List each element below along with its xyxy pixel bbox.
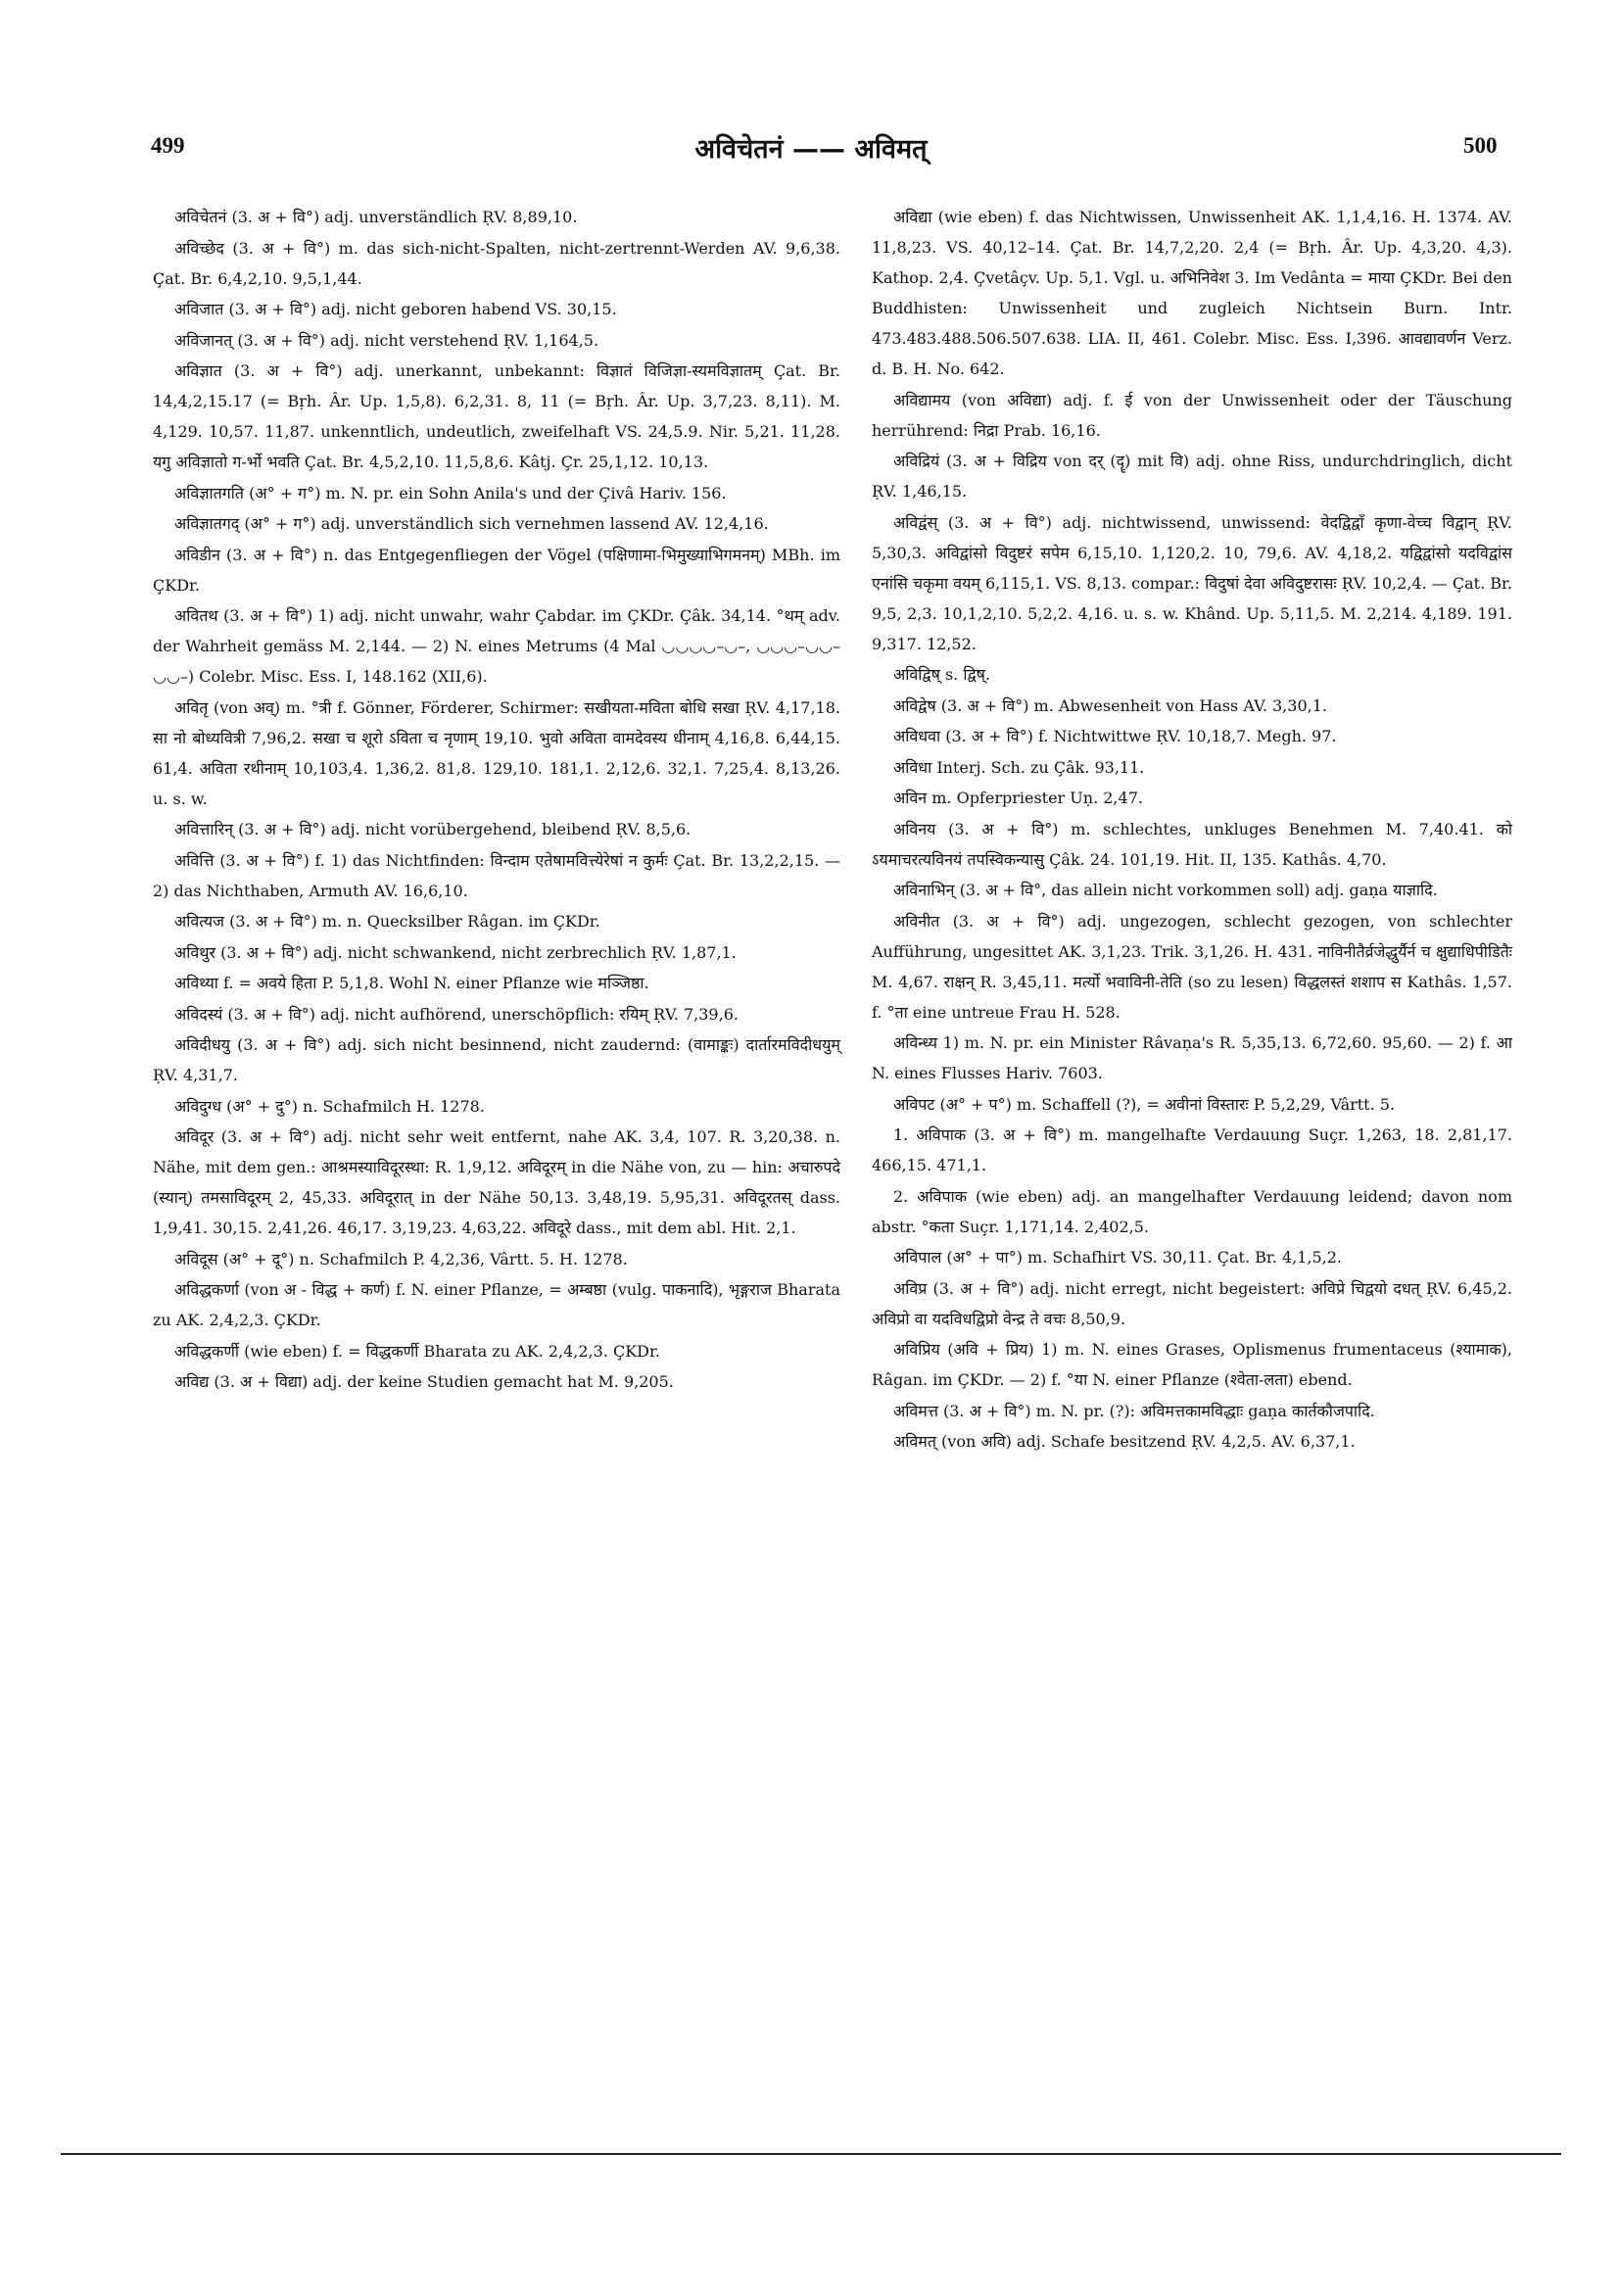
dictionary-entry: अविद्रियं (3. अ + विद्रिय von दर् (दॄ) mit वि) adj. ohne Riss, undurchdringlich, dicht ṚV. 1,46,15. [872, 452, 1512, 501]
dictionary-entry: अविद्य (3. अ + विद्या) adj. der keine Studien gemacht hat M. 9,205. [174, 1372, 674, 1391]
dictionary-entry: अविद्या (wie eben) f. das Nichtwissen, Unwissenheit AK. 1,1,4,16. H. 1374. AV. 11,8,23. VS. 40,12–14. Çat. Br. 14,7,2,20. 2,4 (= Bṛh. Âr. Up. 4,3,20. 4,3). Kathop. 2,4. Çvetâçv. Up. 5,1. Vgl. u. अभिनिवेश 3. Im Vedânta = माया ÇKDr. Bei den Buddhisten: Unwissenheit und zugleich Nichtsein Burn. Intr. 473.483.488.506.507.638. LIA. II, 461. Colebr. Misc. Ess. I,396. आवद्यावर्णन Verz. d. B. H. No. 642. [872, 208, 1512, 378]
dictionary-entry: अविथुर (3. अ + वि°) adj. nicht schwankend, nicht zerbrechlich ṚV. 1,87,1. [174, 942, 737, 962]
dictionary-entry: अविद्वंस् (3. अ + वि°) adj. nichtwissend, unwissend: वेदद्विद्वाँ कृणा-वेच्च विद्वान् ṚV. 5,30,3. अविद्वांसो विदुष्टरं सपेम 6,15,10. 1,120,2. 10, 79,6. AV. 4,18,2. यद्विद्वांसो यदविद्वांस एनांसि चकृमा वयम् 6,115,1. VS. 8,13. compar.: विदुषां देवा अविदुष्टरासः ṚV. 10,2,4. — Çat. Br. 9,5, 2,3. 10,1,2,10. 5,2,2. 4,16. u. s. w. Khând. Up. 5,11,5. M. 2,214. 4,189. 191. 9,317. 12,52. [872, 512, 1512, 653]
dictionary-entry: अविदूर (3. अ + वि°) adj. nicht sehr weit entfernt, nahe AK. 3,4, 107. R. 3,20,38. n. Nähe, mit dem gen.: आश्रमस्याविदूरस्था: R. 1,9,12. अविदूरम् in die Nähe von, zu — hin: अचारुपदे (स्यान्) तमसाविदूरम् 2, 45,33. अविदूरात् in der Nähe 50,13. 3,48,19. 5,95,31. अविदूरतस् dass. 1,9,41. 30,15. 2,41,26. 46,17. 3,19,23. 4,63,22. अविदूरे dass., mit dem abl. Hit. 2,1. [153, 1127, 840, 1237]
dictionary-entry: अविप्रिय (अवि + प्रिय) 1) m. N. eines Grases, Oplismenus frumentaceus (श्यामाक), Râgan. im ÇKDr. — 2) f. °या N. einer Pflanze (श्वेता-लता) ebend. [872, 1340, 1512, 1389]
dictionary-entry: अविप्र (3. अ + वि°) adj. nicht erregt, nicht begeistert: अविप्रे चिद्वयो दधत् ṚV. 6,45,2. अविप्रो वा यदविधद्विप्रो वेन्द्र ते वचः 8,50,9. [872, 1278, 1512, 1328]
dictionary-entry: 2. अविपाक (wie eben) adj. an mangelhafter Verdauung leidend; davon nom abstr. °कता Suçr. 1,171,14. 2,402,5. [872, 1186, 1512, 1236]
dictionary-entry: अविच्छेद (3. अ + वि°) m. das sich-nicht-Spalten, nicht-zertrennt-Werden AV. 9,6,38. Çat. Br. 6,4,2,10. 9,5,1,44. [153, 238, 840, 288]
dictionary-entry: अविडीन (3. अ + वि°) n. das Entgegenfliegen der Vögel (पक्षिणामा-भिमुख्याभिगमनम्) MBh. im ÇKDr. [153, 545, 840, 595]
dictionary-entry: अविपट (अ° + प°) m. Schaffell (?), = अवीनां विस्तारः P. 5,2,29, Vârtt. 5. [893, 1094, 1396, 1114]
running-head: अविचेतनं —— अविमत् [694, 134, 928, 165]
dictionary-entry: अविज्ञातगति (अ° + ग°) m. N. pr. ein Sohn Anila's und der Çivâ Hariv. 156. [174, 483, 727, 502]
bottom-rule [61, 2153, 1561, 2155]
dictionary-entry: अविन m. Opferpriester Uṇ. 2,47. [893, 789, 1143, 807]
dictionary-entry: अविनीत (3. अ + वि°) adj. ungezogen, schlecht gezogen, von schlechter Aufführung, ungesittet AK. 3,1,23. Trik. 3,1,26. H. 431. नाविनीतैर्व्रजेद्धुर्यैर्न च क्षुद्याधिपीडितैः M. 4,67. राक्षन् R. 3,45,11. मर्त्यो भवाविनी-तेति (so zu lesen) विद्धलस्तं शशाप स Kathâs. 1,57. f. °ता eine untreue Frau H. 528. [872, 911, 1512, 1022]
dictionary-entry: अविदस्यं (3. अ + वि°) adj. nicht aufhörend, unerschöpflich: रयिम् ṚV. 7,39,6. [174, 1004, 739, 1024]
dictionary-entry: अविद्धकर्णी (wie eben) f. = विद्धकर्णी Bharata zu AK. 2,4,2,3. ÇKDr. [174, 1341, 660, 1361]
dictionary-entry: अविनय (3. अ + वि°) m. schlechtes, unkluges Benehmen M. 7,40.41. को ऽयमाचरत्यविनयं तपस्विकन्यासु Çâk. 24. 101,19. Hit. II, 135. Kathâs. 4,70. [872, 819, 1512, 869]
dictionary-entry: अविमत्त (3. अ + वि°) m. N. pr. (?): अविमत्तकामविद्धाः gaṇa कार्तकौजपादि. [893, 1401, 1375, 1420]
right-column [872, 202, 1512, 1458]
dictionary-entry: अविधा Interj. Sch. zu Çâk. 93,11. [893, 757, 1145, 777]
page-number-left: 499 [151, 133, 185, 158]
left-column [153, 202, 840, 1398]
dictionary-entry: अविधवा (3. अ + वि°) f. Nichtwittwe ṚV. 10,18,7. Megh. 97. [893, 727, 1337, 745]
dictionary-entry: अविदुग्ध (अ° + दु°) n. Schafmilch H. 1278. [174, 1096, 485, 1116]
dictionary-entry: अविचेतनं (3. अ + वि°) adj. unverständlich ṚV. 8,89,10. [174, 208, 578, 226]
dictionary-entry: अवितृ (von अव्) m. °त्री f. Gönner, Förderer, Schirmer: सखीयता-मविता बोधि सखा ṚV. 4,17,18. सा नो बोध्यवित्री 7,96,2. सखा च शूरो ऽविता च नृणाम् 19,10. भुवो अविता वामदेवस्य धीनाम् 4,16,8. 6,44,15. 61,4. अविता रथीनाम् 10,103,4. 1,36,2. 81,8. 129,10. 181,1. 2,12,6. 32,1. 7,25,4. 8,13,26. u. s. w. [153, 697, 840, 808]
dictionary-entry: अविद्धकर्णा (von अ - विद्ध + कर्ण) f. N. einer Pflanze, = अम्बष्ठा (vulg. पाकनादि), भृङ्गराज Bharata zu AK. 2,4,2,3. ÇKDr. [153, 1280, 840, 1329]
dictionary-entry: अविमत् (von अवि) adj. Schafe besitzend ṚV. 4,2,5. AV. 6,37,1. [893, 1432, 1356, 1451]
dictionary-entry: अविज्ञातगद् (अ° + ग°) adj. unverständlich sich vernehmen lassend AV. 12,4,16. [174, 514, 769, 533]
dictionary-entry: अवित्यज (3. अ + वि°) m. n. Quecksilber Râgan. im ÇKDr. [174, 912, 600, 931]
dictionary-entry: अवित्ति (3. अ + वि°) f. 1) das Nichtfinden: विन्दाम एतेषामवित्त्येरेषां न कुर्मः Çat. Br. 13,2,2,15. — 2) das Nichthaben, Armuth AV. 16,6,10. [153, 850, 840, 900]
dictionary-entry: अविथ्या f. = अवये हिता P. 5,1,8. Wohl N. einer Pflanze wie मञ्जिष्ठा. [174, 974, 649, 992]
dictionary-entry: अविपाल (अ° + पा°) m. Schafhirt VS. 30,11. Çat. Br. 4,1,5,2. [893, 1248, 1343, 1267]
dictionary-entry: अविजानत् (3. अ + वि°) adj. nicht verstehend ṚV. 1,164,5. [174, 330, 599, 350]
dictionary-entry: अविन्ध्य 1) m. N. pr. ein Minister Râvaṇa's R. 5,35,13. 6,72,60. 95,60. — 2) f. आ N. eines Flusses Hariv. 7603. [872, 1033, 1512, 1082]
dictionary-entry: अविदीधयु (3. अ + वि°) adj. sich nicht besinnend, nicht zaudernd: (वामाङ्कः) दार्तारमविदीधयुम् ṚV. 4,31,7. [153, 1035, 840, 1084]
dictionary-entry: अविदूस (अ° + दू°) n. Schafmilch P. 4,2,36, Vârtt. 5. H. 1278. [174, 1249, 628, 1268]
dictionary-entry: अविद्यामय (von अविद्या) adj. f. ई von der Unwissenheit oder der Täuschung herrührend: निद्रा Prab. 16,16. [872, 390, 1512, 440]
dictionary-entry: अविजात (3. अ + वि°) adj. nicht geboren habend VS. 30,15. [174, 300, 617, 318]
dictionary-entry: अवितथ (3. अ + वि°) 1) adj. nicht unwahr, wahr Çabdar. im ÇKDr. Çâk. 34,14. °थम् adv. der Wahrheit gemäss M. 2,144. — 2) N. eines Metrums (4 Mal ◡◡◡◡–◡–, ◡◡◡–◡◡–◡◡–) Colebr. Misc. Ess. I, 148.162 (XII,6). [153, 606, 840, 686]
dictionary-entry: अविनाभिन् (3. अ + वि°, das allein nicht vorkommen soll) adj. gaṇa याज्ञादि. [893, 881, 1438, 899]
dictionary-entry: अविद्विष् s. द्विष्. [893, 665, 991, 684]
dictionary-entry: अवित्तारिन् (3. अ + वि°) adj. nicht vorübergehend, bleibend ṚV. 8,5,6. [174, 820, 692, 838]
page-number-right: 500 [1463, 133, 1498, 158]
dictionary-entry: 1. अविपाक (3. अ + वि°) m. mangelhafte Verdauung Suçr. 1,263, 18. 2,81,17. 466,15. 471,1. [872, 1125, 1512, 1174]
dictionary-entry: अविज्ञात (3. अ + वि°) adj. unerkannt, unbekannt: विज्ञातं विजिज्ञा-स्यमविज्ञातम् Çat. Br. 14,4,2,15.17 (= Bṛh. Âr. Up. 1,5,8). 6,2,31. 8, 11 (= Bṛh. Âr. Up. 3,7,23. 8,11). M. 4,129. 10,57. 11,87. unkenntlich, undeutlich, zweifelhaft VS. 24,5.9. Nir. 5,21. 11,28. यगु अविज्ञातो ग-र्भो भवति Çat. Br. 4,5,2,10. 11,5,8,6. Kâtj. Çr. 25,1,12. 10,13. [153, 361, 840, 471]
dictionary-entry: अविद्वेष (3. अ + वि°) m. Abwesenheit von Hass AV. 3,30,1. [893, 695, 1327, 715]
